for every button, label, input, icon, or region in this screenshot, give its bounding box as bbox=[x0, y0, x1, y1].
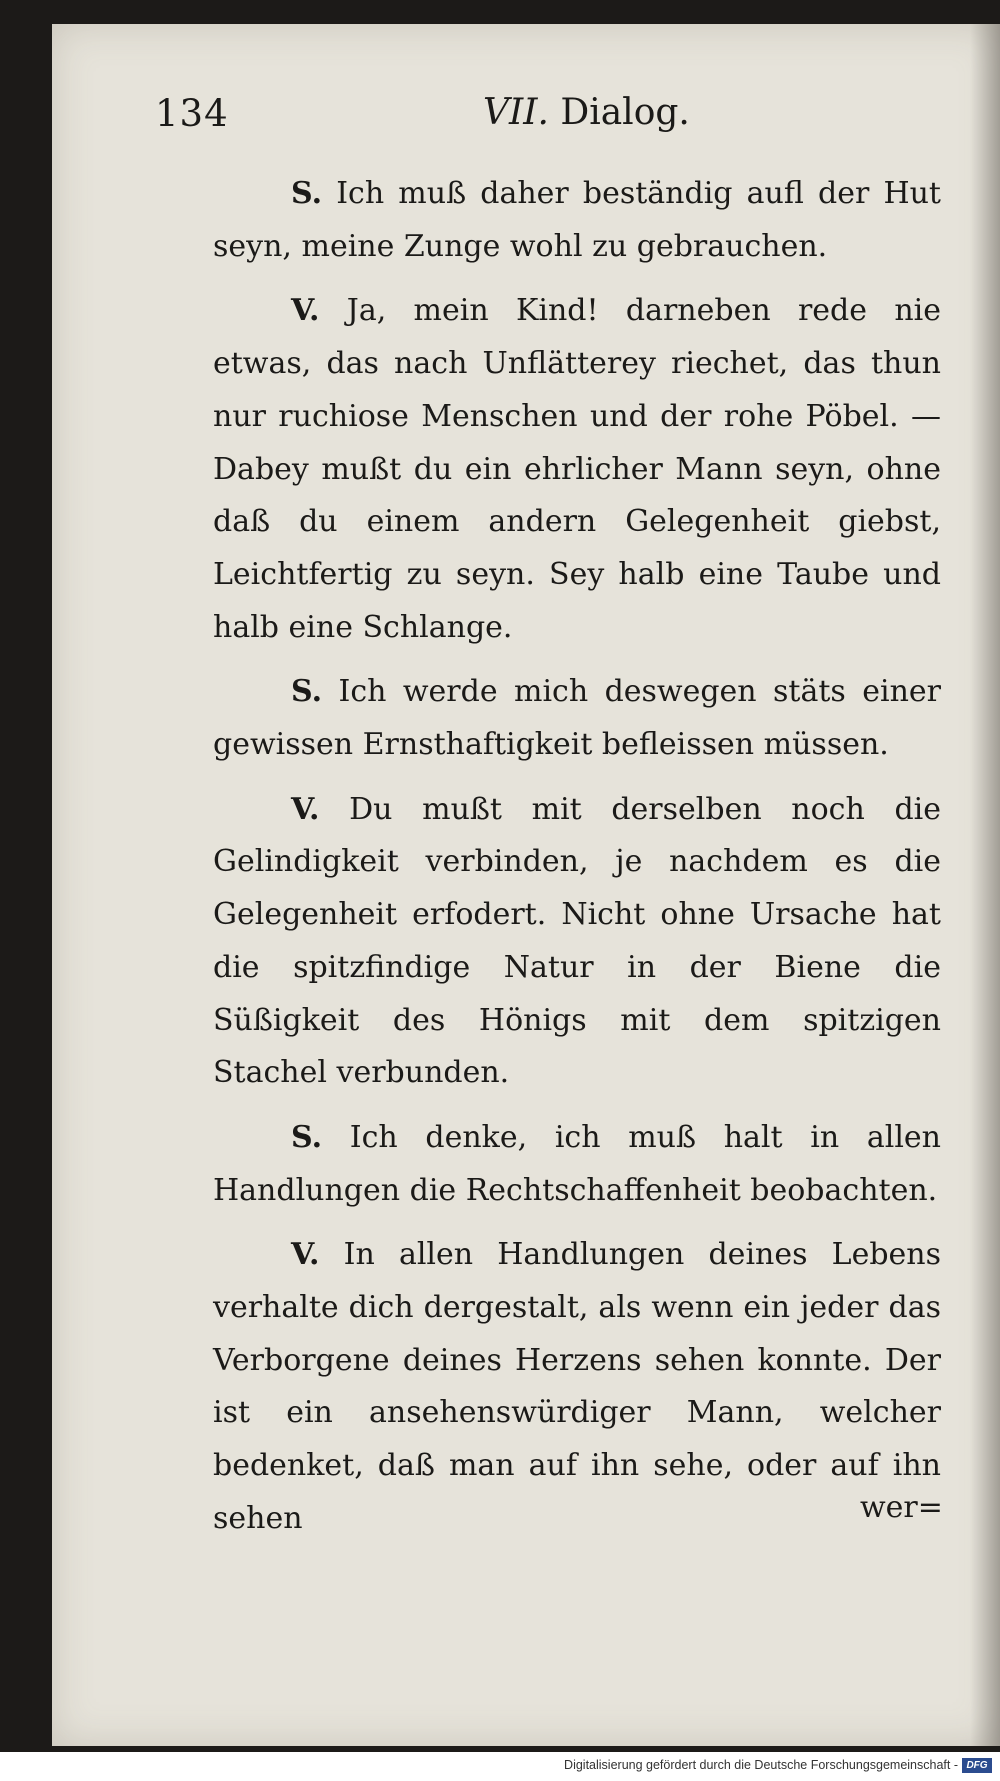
speaker-label: V. bbox=[291, 293, 320, 329]
dialog-paragraph bbox=[213, 168, 941, 273]
speaker-label: V. bbox=[291, 1237, 320, 1273]
dfg-logo-icon: DFG bbox=[962, 1758, 992, 1773]
catchword: wer= bbox=[860, 1490, 943, 1525]
paragraph-text: Du mußt mit derselben noch die Gelindigkeit verbinden, je nachdem es die Gelegenheit erfodert. Nicht ohne Ursache hat die spitzfindige Natur in der Biene die Süßigkeit des Hönigs mit dem spitzigen Stachel verbunden. bbox=[213, 791, 941, 1091]
paragraph-text: In allen Handlungen deines Lebens verhalte dich dergestalt, als wenn ein jeder das Verborgene deines Herzens sehen konnte. Der ist ein ansehenswürdiger Mann, welcher bedenket, daß man auf ihn sehe, oder auf ihn sehen bbox=[213, 1237, 941, 1536]
dialog-paragraph bbox=[213, 784, 941, 1100]
page-body bbox=[213, 168, 941, 1558]
running-head bbox=[483, 92, 690, 133]
page-number: 134 bbox=[155, 92, 229, 135]
footer-credit: Digitalisierung gefördert durch die Deutsche Forschungsgemeinschaft - bbox=[564, 1758, 958, 1772]
dialog-paragraph bbox=[213, 666, 941, 771]
digitization-footer bbox=[0, 1752, 1000, 1781]
dialog-paragraph bbox=[213, 1112, 941, 1217]
dialog-paragraph bbox=[213, 1229, 941, 1545]
paragraph-text: Ich muß daher beständig aufl der Hut seyn, meine Zunge wohl zu gebrauchen. bbox=[213, 176, 941, 264]
page-header bbox=[155, 92, 715, 144]
page-edge-shadow bbox=[970, 24, 1000, 1746]
paragraph-text: Ich denke, ich muß halt in allen Handlungen die Rechtschaffenheit beobachten. bbox=[213, 1119, 941, 1208]
speaker-label: V. bbox=[291, 791, 320, 827]
speaker-label: S. bbox=[291, 1119, 323, 1155]
speaker-label: S. bbox=[291, 674, 323, 710]
speaker-label: S. bbox=[291, 176, 323, 211]
dialog-paragraph bbox=[213, 285, 941, 654]
paragraph-text: Ja, mein Kind! darneben rede nie etwas, das nach Unflätterey riechet, das thun nur ruchiose Menschen und der rohe Pöbel. — Dabey mußt du ein ehrlicher Mann seyn, ohne daß du einem andern Gelegenheit giebst, Leichtfertig zu seyn. Sey halb eine Taube und halb eine Schlange. bbox=[213, 293, 941, 645]
running-head-title: Dialog. bbox=[560, 92, 690, 133]
paragraph-text: Ich werde mich deswegen stäts einer gewissen Ernsthaftigkeit befleissen müssen. bbox=[213, 674, 941, 763]
running-head-roman: VII. bbox=[483, 92, 549, 133]
